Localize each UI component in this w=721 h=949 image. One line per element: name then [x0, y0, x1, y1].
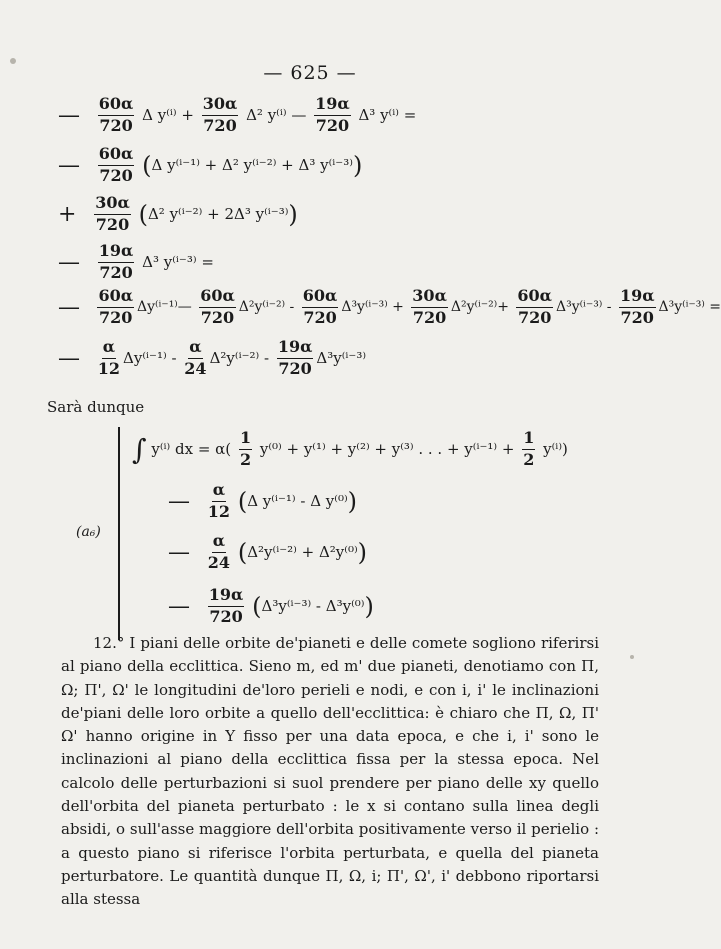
block-line-3: — $\frac{\alpha}{24}$ (Δ²y⁽ⁱ⁻²⁾ + Δ²y⁽⁰⁾): [168, 531, 368, 572]
fraction: $\frac{19\alpha}{720}$: [315, 94, 350, 135]
fraction: $\frac{60\alpha}{720}$: [98, 286, 134, 327]
fraction: $\frac{19\alpha}{720}$: [208, 585, 244, 626]
equation-line-3: + $\frac{30\alpha}{720}$ (Δ² y⁽ⁱ⁻²⁾ + 2Δ³ y⁽ⁱ⁻³⁾): [58, 193, 298, 234]
equation-line-1: — $\frac{60\alpha}{720}$ Δ y⁽ⁱ⁾ + $\frac{30\alpha}{720}$ Δ² y⁽ⁱ⁾ — $\frac{19\alpha}{720}$ Δ³ y⁽ⁱ⁾ =: [58, 94, 417, 135]
equation-line-2: — $\frac{60\alpha}{720}$ (Δ y⁽ⁱ⁻¹⁾ + Δ² y⁽ⁱ⁻²⁾ + Δ³ y⁽ⁱ⁻³⁾): [58, 144, 363, 185]
equation-line-5: — $\frac{60\alpha}{720}$ Δy⁽ⁱ⁻¹⁾— $\frac{60\alpha}{720}$ Δ²y⁽ⁱ⁻²⁾ - $\frac{60\alpha}{720}$ Δ³y⁽ⁱ⁻³⁾ + $\frac{30\alpha}{720}$ Δ²y⁽ⁱ⁻²⁾+ $\frac{60\alpha}{720}$ Δ³y⁽ⁱ⁻³⁾ - $\frac{19\alpha}{720}$ Δ³y⁽ⁱ⁻³⁾ =: [58, 286, 721, 327]
fraction: $\frac{60\alpha}{720}$: [98, 94, 134, 135]
fraction: $\frac{60\alpha}{720}$: [200, 286, 235, 327]
fraction: $\frac{1}{2}$: [239, 428, 252, 469]
fraction: $\frac{19\alpha}{720}$: [277, 337, 313, 378]
integral-symbol: ∫: [132, 432, 147, 466]
block-line-2: — $\frac{\alpha}{12}$ (Δ y⁽ⁱ⁻¹⁾ - Δ y⁽⁰⁾): [168, 480, 358, 521]
page-number: — 625 —: [263, 62, 357, 84]
fraction: $\frac{60\alpha}{720}$: [302, 286, 338, 327]
block-line-4: — $\frac{19\alpha}{720}$ (Δ³y⁽ⁱ⁻³⁾ - Δ³y⁽⁰⁾): [168, 585, 374, 626]
equation-block-bar: [118, 427, 120, 640]
fraction: $\frac{60\alpha}{720}$: [517, 286, 552, 327]
fraction: $\frac{\alpha}{12}$: [207, 480, 231, 521]
equation-label: (a₆): [76, 524, 101, 540]
fraction: $\frac{30\alpha}{720}$: [95, 193, 130, 234]
fraction: $\frac{\alpha}{24}$: [184, 337, 207, 378]
fraction: $\frac{30\alpha}{720}$: [202, 94, 238, 135]
equation-line-6: — $\frac{\alpha}{12}$ Δy⁽ⁱ⁻¹⁾ - $\frac{\alpha}{24}$ Δ²y⁽ⁱ⁻²⁾ - $\frac{19\alpha}{720}$ Δ³y⁽ⁱ⁻³⁾: [58, 337, 367, 378]
fraction: $\frac{19\alpha}{720}$: [98, 241, 134, 282]
fraction: $\frac{\alpha}{12}$: [97, 337, 121, 378]
fraction: $\frac{60\alpha}{720}$: [98, 144, 134, 185]
fraction: $\frac{19\alpha}{720}$: [619, 286, 655, 327]
section-12-paragraph: 12.° I piani delle orbite de'pianeti e delle comete sogliono riferirsi al piano della ecclittica. Sieno m, ed m' due pianeti, denotiamo con Π, Ω; Π', Ω' le longitudini de'loro perieli e nodi, e con i, i' le inclinazioni de'piani delle loro orbite a quello dell'ecclittica: è chiaro che Π, Ω, Π' Ω' hanno origine in Y fisso per una data epoca, e che i, i' sono le inclinazioni al piano della ecclittica fissa per la stessa epoca. Nel calcolo delle perturbazioni si suol prendere per piano delle xy quello dell'orbita del pianeta perturbato : le x si contano sulla linea degli absidi, o sull'asse maggiore dell'orbita positivamente verso il perielio : a questo piano si riferisce l'orbita perturbata, e quella del pianeta perturbatore. Le quantità dunque Π, Ω, i; Π', Ω', i' debbono riportarsi alla stessa: [61, 634, 599, 909]
equation-line-4: — $\frac{19\alpha}{720}$ Δ³ y⁽ⁱ⁻³⁾ =: [58, 241, 214, 282]
fraction: $\frac{1}{2}$: [523, 428, 535, 469]
paper-speck: [630, 655, 634, 659]
fraction: $\frac{30\alpha}{720}$: [412, 286, 447, 327]
sara-dunque-text: Sarà dunque: [47, 398, 145, 416]
fraction: $\frac{\alpha}{24}$: [207, 531, 231, 572]
block-line-1: ∫ y⁽ⁱ⁾ dx = α( $\frac{1}{2}$ y⁽⁰⁾ + y⁽¹⁾ + y⁽²⁾ + y⁽³⁾ . . . + y⁽ⁱ⁻¹⁾ + $\frac{1}{2}$ y⁽ⁱ⁾): [132, 428, 568, 469]
